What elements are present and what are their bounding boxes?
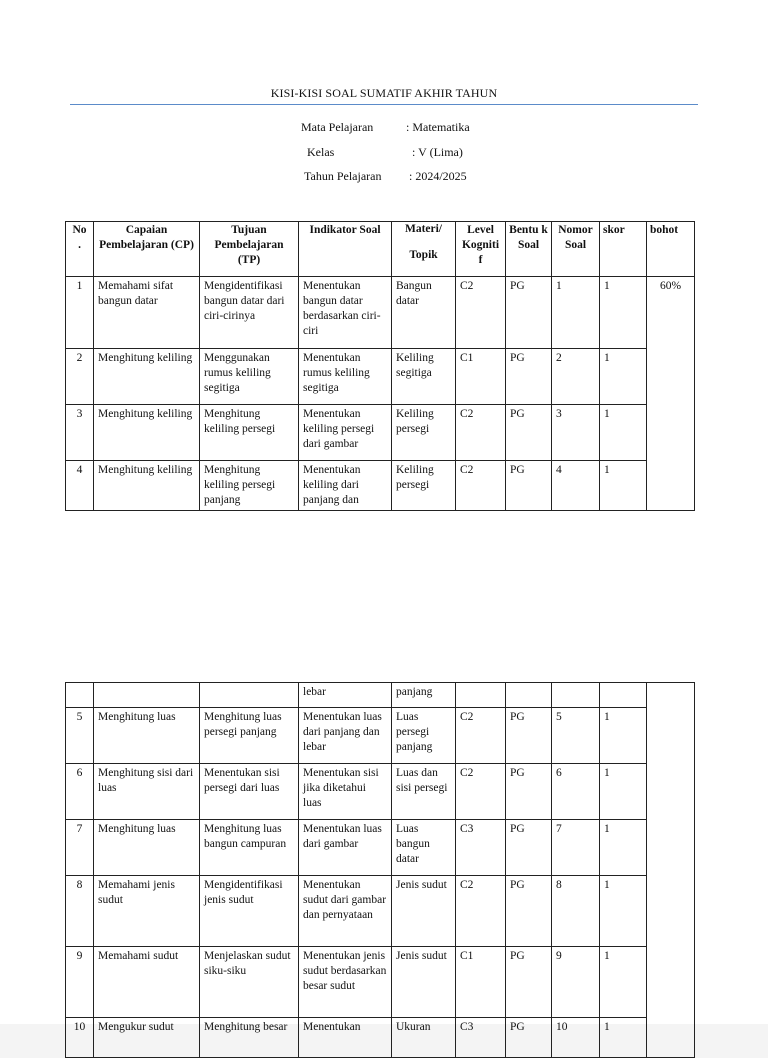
- cell-skor: 1: [600, 708, 647, 764]
- cell-no: 2: [66, 349, 94, 405]
- meta-label-class: Kelas: [307, 145, 335, 159]
- cell-level: C2: [456, 708, 506, 764]
- document-title: KISI-KISI SOAL SUMATIF AKHIR TAHUN: [270, 86, 498, 100]
- cell-nomor: 6: [552, 764, 600, 820]
- cell-skor: 1: [600, 764, 647, 820]
- cell-materi: Luas dan sisi persegi: [392, 764, 456, 820]
- cell-nomor: 2: [552, 349, 600, 405]
- cell-nomor: 4: [552, 461, 600, 511]
- cell-nomor: 3: [552, 405, 600, 461]
- cell-skor: 1: [600, 947, 647, 1018]
- cell-cp: Menghitung keliling: [94, 461, 200, 511]
- table-row: [66, 947, 695, 1018]
- cell-materi: Jenis sudut: [392, 876, 456, 947]
- cell-indikator: Menentukan sisi jika diketahui luas: [299, 764, 392, 820]
- cell-nomor: 9: [552, 947, 600, 1018]
- cell-cp: Memahami sifat bangun datar: [94, 277, 200, 349]
- table-row: [66, 405, 695, 461]
- cell-cp: Menghitung keliling: [94, 405, 200, 461]
- cell-no: 6: [66, 764, 94, 820]
- table-row: [66, 876, 695, 947]
- cell-skor: 1: [600, 876, 647, 947]
- meta-label-subject: Mata Pelajaran: [301, 120, 374, 134]
- table-row-continuation: [66, 683, 695, 708]
- meta-value-class: : V (Lima): [412, 145, 463, 159]
- header-level: Level Kogniti f: [456, 222, 506, 277]
- cell-level: C3: [456, 820, 506, 876]
- cell-bentuk: PG: [506, 461, 552, 511]
- cell-cp: [94, 683, 200, 708]
- cell-indikator: lebar: [299, 683, 392, 708]
- cell-level: C2: [456, 461, 506, 511]
- cell-nomor: [552, 683, 600, 708]
- table-row: [66, 349, 695, 405]
- cell-indikator: Menentukan: [299, 1018, 392, 1058]
- cell-bentuk: PG: [506, 277, 552, 349]
- cell-no: 4: [66, 461, 94, 511]
- cell-tp: Menentukan sisi persegi dari luas: [200, 764, 299, 820]
- cell-indikator: Menentukan keliling dari panjang dan: [299, 461, 392, 511]
- meta-value-subject: : Matematika: [406, 120, 470, 134]
- meta-value-year: : 2024/2025: [409, 169, 467, 183]
- cell-tp: Menghitung luas persegi panjang: [200, 708, 299, 764]
- header-tp: Tujuan Pembelajaran (TP): [200, 222, 299, 277]
- cell-nomor: 10: [552, 1018, 600, 1058]
- header-materi: Materi/ Topik: [392, 222, 456, 277]
- cell-bentuk: PG: [506, 876, 552, 947]
- cell-nomor: 8: [552, 876, 600, 947]
- cell-cp: Menghitung keliling: [94, 349, 200, 405]
- cell-tp: Menghitung luas bangun campuran: [200, 820, 299, 876]
- cell-no: 9: [66, 947, 94, 1018]
- header-skor: skor: [600, 222, 647, 277]
- table-row: [66, 764, 695, 820]
- cell-nomor: 1: [552, 277, 600, 349]
- table-row: [66, 820, 695, 876]
- table-row: [66, 461, 695, 511]
- cell-materi: Luas persegi panjang: [392, 708, 456, 764]
- table-row: [66, 277, 695, 349]
- cell-tp: Menghitung keliling persegi panjang: [200, 461, 299, 511]
- cell-tp: [200, 683, 299, 708]
- cell-bentuk: PG: [506, 1018, 552, 1058]
- cell-tp: Menggunakan rumus keliling segitiga: [200, 349, 299, 405]
- cell-tp: Menghitung keliling persegi: [200, 405, 299, 461]
- cell-indikator: Menentukan rumus keliling segitiga: [299, 349, 392, 405]
- cell-level: C1: [456, 947, 506, 1018]
- kisi-kisi-table-part2: [65, 682, 695, 1058]
- header-indikator: Indikator Soal: [299, 222, 392, 277]
- cell-skor: 1: [600, 820, 647, 876]
- cell-bentuk: PG: [506, 820, 552, 876]
- cell-materi: Ukuran: [392, 1018, 456, 1058]
- cell-bentuk: PG: [506, 764, 552, 820]
- header-bentuk: Bentu k Soal: [506, 222, 552, 277]
- cell-bohot: [647, 683, 695, 1058]
- header-cp: Capaian Pembelajaran (CP): [94, 222, 200, 277]
- cell-cp: Menghitung luas: [94, 708, 200, 764]
- cell-no: 5: [66, 708, 94, 764]
- cell-bentuk: PG: [506, 947, 552, 1018]
- cell-indikator: Menentukan luas dari gambar: [299, 820, 392, 876]
- cell-materi: Keliling persegi: [392, 461, 456, 511]
- cell-materi: Keliling segitiga: [392, 349, 456, 405]
- cell-skor: [600, 683, 647, 708]
- kisi-kisi-table-part1: [65, 221, 695, 511]
- cell-bentuk: [506, 683, 552, 708]
- cell-indikator: Menentukan jenis sudut berdasarkan besar sudut: [299, 947, 392, 1018]
- cell-bohot: 60%: [647, 277, 695, 511]
- header-nomor: Nomor Soal: [552, 222, 600, 277]
- cell-no: 3: [66, 405, 94, 461]
- cell-tp: Mengidentifikasi jenis sudut: [200, 876, 299, 947]
- cell-level: [456, 683, 506, 708]
- title-underline: [70, 104, 698, 105]
- cell-skor: 1: [600, 277, 647, 349]
- cell-indikator: Menentukan bangun datar berdasarkan ciri-ciri: [299, 277, 392, 349]
- cell-cp: Menghitung luas: [94, 820, 200, 876]
- cell-tp: Menghitung besar: [200, 1018, 299, 1058]
- cell-bentuk: PG: [506, 349, 552, 405]
- cell-cp: Menghitung sisi dari luas: [94, 764, 200, 820]
- header-bohot: bohot: [647, 222, 695, 277]
- cell-level: C2: [456, 405, 506, 461]
- cell-no: 8: [66, 876, 94, 947]
- cell-materi: Jenis sudut: [392, 947, 456, 1018]
- cell-level: C2: [456, 876, 506, 947]
- table-header-row: [66, 222, 695, 277]
- cell-tp: Menjelaskan sudut siku-siku: [200, 947, 299, 1018]
- cell-skor: 1: [600, 349, 647, 405]
- cell-skor: 1: [600, 405, 647, 461]
- cell-level: C2: [456, 277, 506, 349]
- cell-no: 1: [66, 277, 94, 349]
- cell-materi: Luas bangun datar: [392, 820, 456, 876]
- cell-no: 7: [66, 820, 94, 876]
- cell-indikator: Menentukan keliling persegi dari gambar: [299, 405, 392, 461]
- cell-indikator: Menentukan luas dari panjang dan lebar: [299, 708, 392, 764]
- header-no: No .: [66, 222, 94, 277]
- cell-materi: Bangun datar: [392, 277, 456, 349]
- cell-materi: Keliling persegi: [392, 405, 456, 461]
- cell-nomor: 7: [552, 820, 600, 876]
- cell-cp: Memahami jenis sudut: [94, 876, 200, 947]
- cell-indikator: Menentukan sudut dari gambar dan pernyataan: [299, 876, 392, 947]
- cell-nomor: 5: [552, 708, 600, 764]
- meta-label-year: Tahun Pelajaran: [304, 169, 382, 183]
- cell-level: C3: [456, 1018, 506, 1058]
- cell-level: C1: [456, 349, 506, 405]
- cell-level: C2: [456, 764, 506, 820]
- cell-skor: 1: [600, 1018, 647, 1058]
- cell-materi: panjang: [392, 683, 456, 708]
- cell-no: [66, 683, 94, 708]
- cell-no: 10: [66, 1018, 94, 1058]
- cell-tp: Mengidentifikasi bangun datar dari ciri-cirinya: [200, 277, 299, 349]
- cell-skor: 1: [600, 461, 647, 511]
- cell-cp: Memahami sudut: [94, 947, 200, 1018]
- table-row: [66, 708, 695, 764]
- cell-bentuk: PG: [506, 405, 552, 461]
- cell-cp: Mengukur sudut: [94, 1018, 200, 1058]
- cell-bentuk: PG: [506, 708, 552, 764]
